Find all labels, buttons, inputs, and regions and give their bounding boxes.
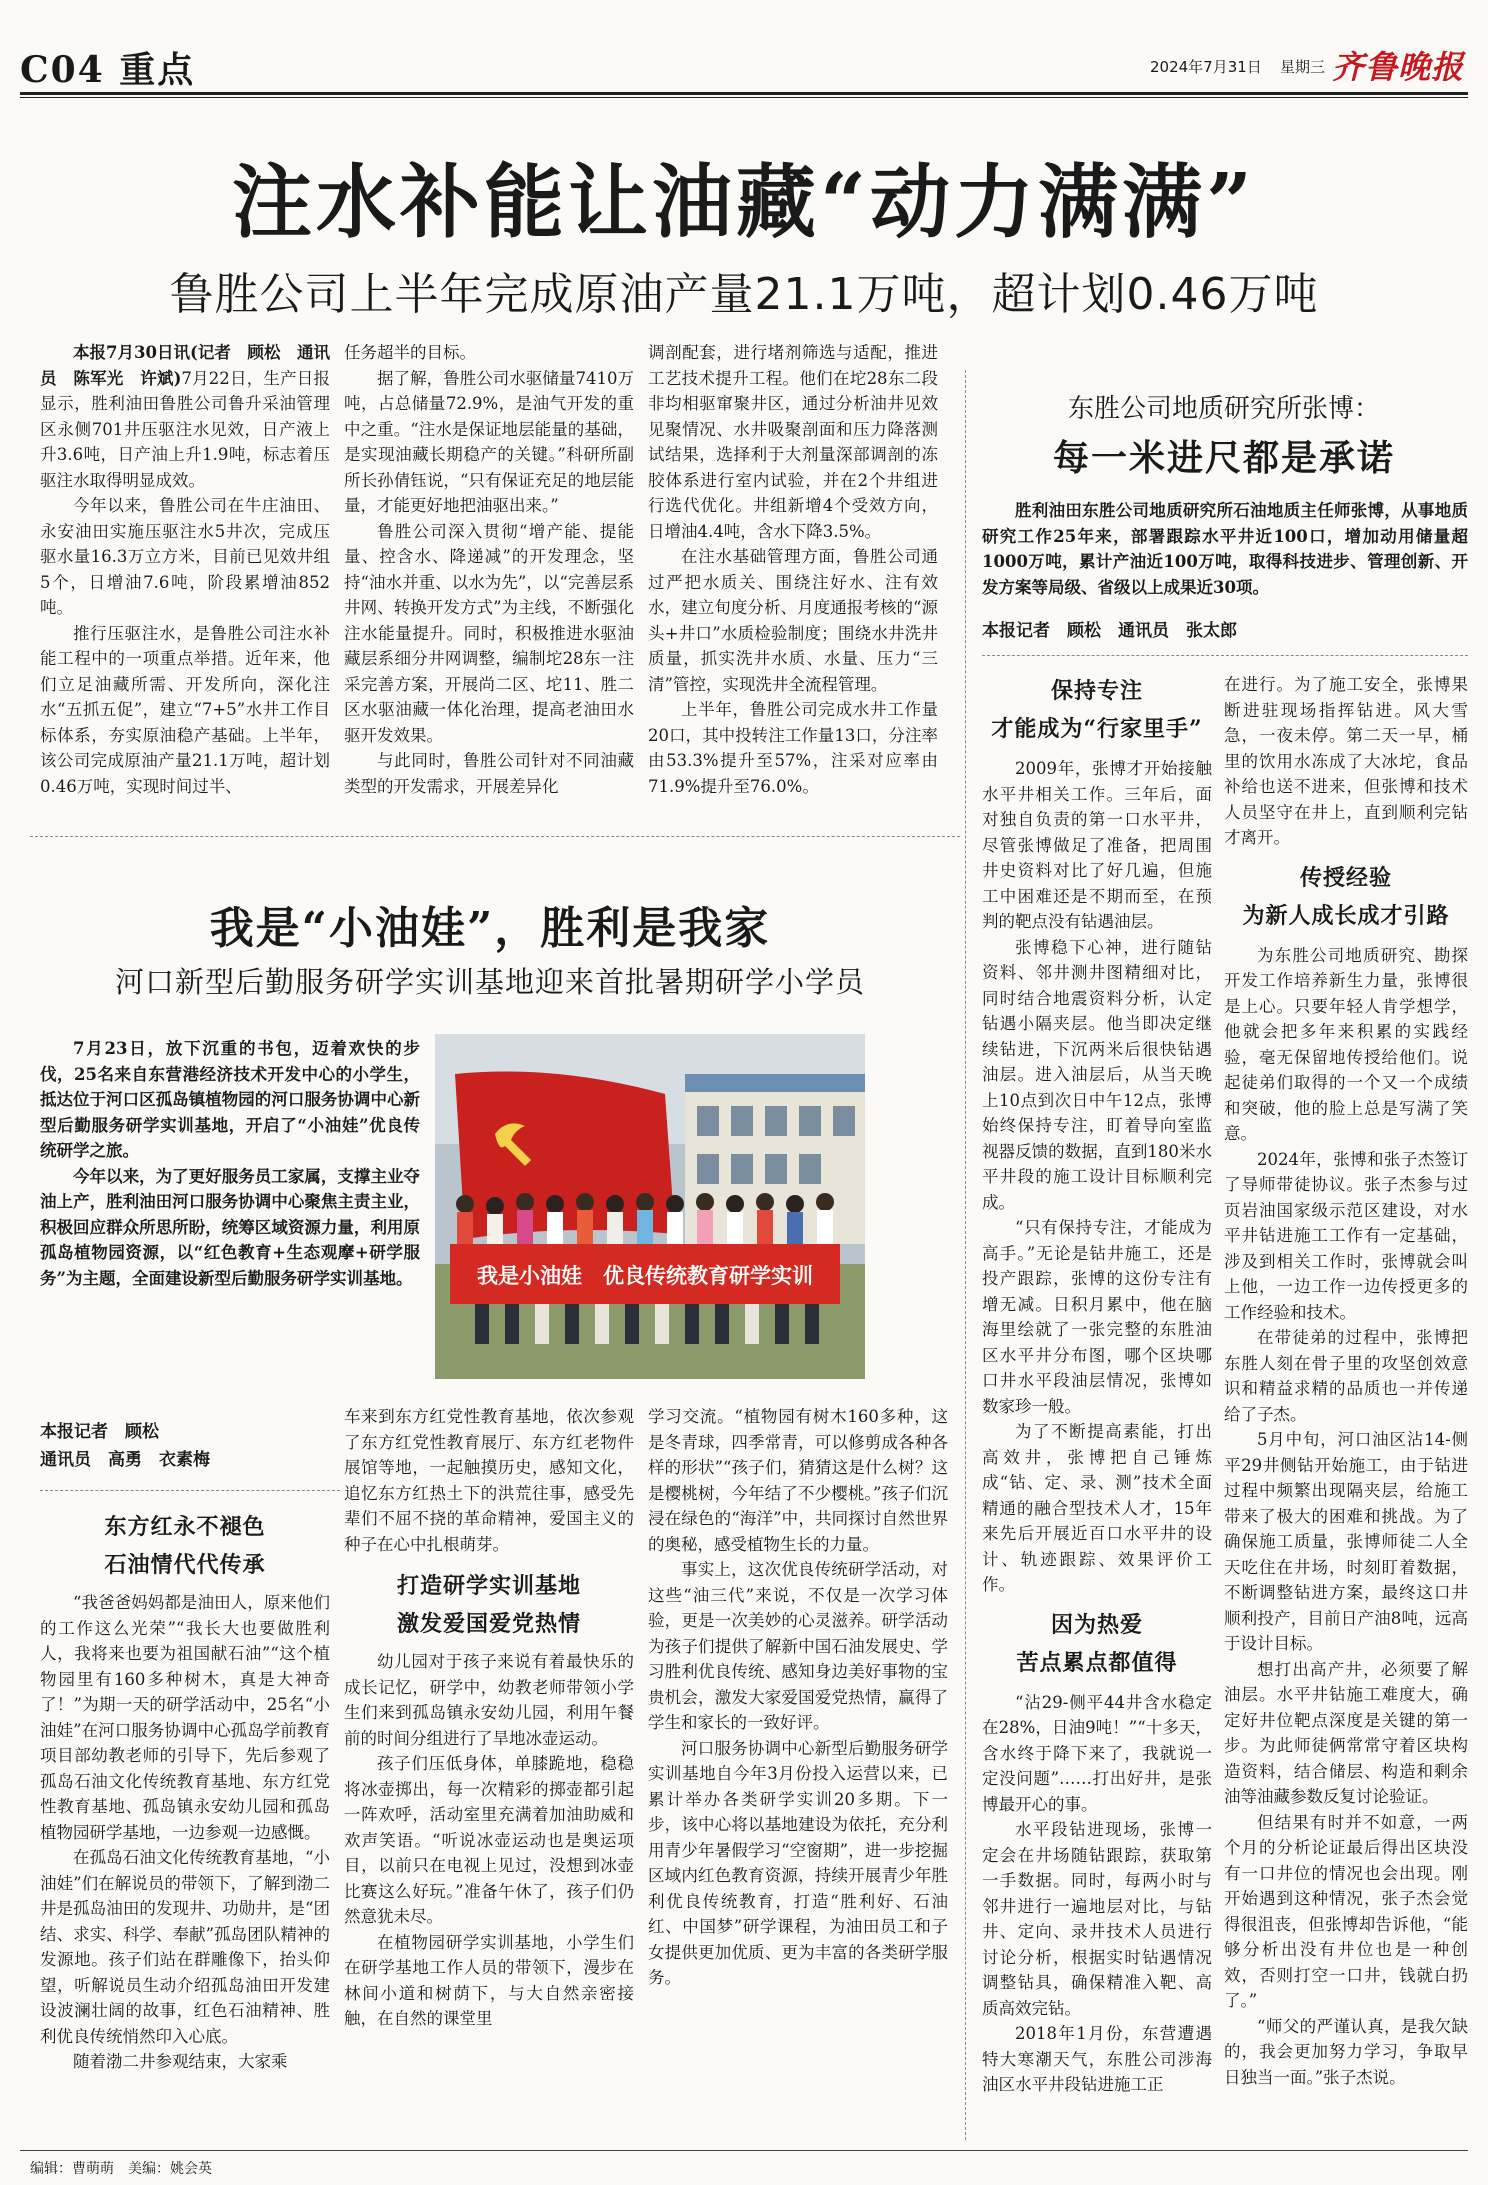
article3-title: 我是“小油娃”，胜利是我家	[209, 903, 771, 954]
article2-subhead: 因为热爱	[1050, 1611, 1143, 1638]
article2-column-2	[1224, 672, 1468, 2090]
newspaper-logo: 齐鲁晚报	[1332, 48, 1465, 86]
article2-paragraph: “沾29-侧平44井含水稳定在28%，日油9吨！”“十多天，含水终于降下来了，我就说一定没问题”……打出好井，是张博最开心的事。	[982, 1692, 1212, 1814]
article1-paragraph: 上半年，鲁胜公司完成水井工作量20口，其中投转注工作量13口，分注率由53.3%提升至57%，注采对应率由71.9%提升至76.0%。	[648, 700, 938, 796]
article3-column-1	[40, 1508, 330, 2075]
article2-paragraph: 2024年，张博和张子杰签订了导师带徒协议。张子杰参与过页岩油国家级示范区建设，对水平井钻进施工工作有一定基础，涉及到相关工作时，张博就会叫上他，一边工作一边传授更多的工作经验和技术。	[1224, 1149, 1468, 1322]
article2-paragraph: 水平段钻进现场，张博一定会在井场随钻跟踪，获取第一手数据。同时，每两小时与邻井进行一遍地层对比，与钻井、定向、录井技术人员进行讨论分析，根据实时钻遇情况调整钻具，确保精准入靶、高质高效完钻。	[982, 1820, 1212, 2018]
article3-subtitle: 河口新型后勤服务研学实训基地迎来首批暑期研学小学员	[114, 965, 865, 999]
article3-paragraph: 幼儿园对于孩子来说有着最快乐的成长记忆，研学中，幼教老师带领小学生们来到孤岛镇永安幼儿园，利用午餐前的时间分组进行了旱地冰壶运动。	[344, 1652, 634, 1748]
article3-paragraph: 孩子们压低身体，单膝跪地，稳稳将冰壶掷出，每一次精彩的掷壶都引起一阵欢呼，活动室里充满着加油助威和欢声笑语。“听说冰壶运动也是奥运项目，以前只在电视上见过，没想到冰壶比赛这么好玩。”准备午休了，孩子们仍然意犹未尽。	[344, 1754, 634, 1926]
article2-paragraph: 为了不断提高素能，打出高效井，张博把自己锤炼成“钻、定、录、测”技术全面精通的融合型技术人才，15年来先后开展近百口水平井的设计、轨迹跟踪、效果评价工作。	[982, 1422, 1212, 1594]
article2-lead	[982, 498, 1468, 600]
article2-paragraph: 在进行。为了施工安全，张博果断进驻现场指挥钻进。风大雪急，一夜未停。第二天一早，桶里的饮用水冻成了大冰坨，食品补给也送不进来，但张博和技术人员坚守在井上，直到顺利完钻才离开。	[1224, 675, 1468, 847]
article2-paragraph: 想打出高产井，必须要了解油层。水平井钻施工难度大，确定好井位靶点深度是关键的第一步。为此师徒俩常常守着区块构造资料，结合储层、构造和剩余油等油藏参数反复讨论验证。	[1224, 1659, 1468, 1806]
article2-paragraph: 5月中旬，河口油区沾14-侧平29井侧钻开始施工，由于钻进过程中频繁出现隔夹层，给施工带来了极大的困难和挑战。为了确保施工质量，张博师徒二人全天吃住在井场，时刻盯着数据，不断调整钻进方案，最终这口井顺利投产，目前日产油8吨，远高于设计目标。	[1224, 1430, 1468, 1653]
article2-paragraph: 在带徒弟的过程中，张博把东胜人刻在骨子里的攻坚创效意识和精益求精的品质也一并传递给了子杰。	[1224, 1328, 1468, 1424]
divider	[40, 1490, 340, 1491]
article3-paragraph: 事实上，这次优良传统研学活动，对这些“油三代”来说，不仅是一次学习体验，更是一次美妙的心灵滋养。研学活动为孩子们提供了解新中国石油发展史、学习胜利优良传统、感知身边美好事物的宝贵机会，激发大家爱国爱党热情，赢得了学生和家长的一致好评。	[648, 1560, 948, 1732]
article2-subhead: 保持专注	[1050, 678, 1143, 704]
article3-paragraph: 学习交流。“植物园有树木160多种，这是冬青球，四季常青，可以修剪成各种各样的形状”“孩子们，猜猜这是什么树？这是樱桃树，今年结了不少樱桃。”孩子们沉浸在绿色的“海洋”中，共同探讨自然世界的奥秘，感受植物生长的力量。	[648, 1407, 948, 1554]
article2-column-1	[982, 672, 1212, 2098]
banner-text: 我是小油娃 优良传统教育研学实训	[477, 1264, 813, 1288]
article2-byline: 本报记者 顾松 通讯员 张太郎	[982, 621, 1237, 641]
article3-column-2	[344, 1404, 634, 2032]
article3-subhead: 激发爱国爱党热情	[396, 1611, 581, 1637]
article2-subhead: 苦点累点都值得	[1016, 1649, 1178, 1676]
article2-subhead: 传授经验	[1299, 864, 1392, 891]
article1-dateline: 本报7月30日讯(记者 顾松 通讯员 陈军光 许斌)	[40, 343, 330, 388]
article3-subhead: 东方红永不褪色	[104, 1514, 266, 1540]
article3-subhead: 打造研学实训基地	[396, 1573, 581, 1599]
column-divider	[965, 370, 966, 2140]
divider	[30, 836, 960, 837]
article2-paragraph: 但结果有时并不如意，一两个月的分析论证最后得出区块没有一口井位的情况也会出现。刚开始遇到这种情况，张子杰会觉得很沮丧，但张博却告诉他，“能够分析出没有井位也是一种创效，否则打空一口井，钱就白扔了。”	[1224, 1812, 1468, 2010]
article3-column-3	[648, 1404, 948, 1991]
article1-paragraph: 推行压驱注水，是鲁胜公司注水补能工程中的一项重点举措。近年来，他们立足油藏所需、开发所向，深化注水“五抓五促”，建立“7+5”水井工作目标体系，夯实原油稳产基础。上半年，该公司完成原油产量21.1万吨，超计划0.46万吨，实现时间过半、	[40, 623, 330, 796]
article2-paragraph: “师父的严谨认真，是我欠缺的，我会更加努力学习，争取早日独当一面。”张子杰说。	[1224, 2016, 1468, 2087]
article2-paragraph: “只有保持专注，才能成为高手。”无论是钻井施工，还是投产跟踪，张博的这份专注有增无减。日积月累中，他在脑海里绘就了一张完整的东胜油区水平井分布图，哪个区块哪口井水平段油层情况，张博如数家珍一般。	[982, 1218, 1212, 1416]
divider	[982, 655, 1468, 656]
article2-subhead: 才能成为“行家里手”	[991, 716, 1203, 742]
section-label: C04 重点	[20, 49, 196, 91]
article3-paragraph: 河口服务协调中心新型后勤服务研学实训基地自今年3月份投入运营以来，已累计举办各类研学实训20多期。下一步，该中心将以基地建设为依托，充分利用青少年暑假学习“空窗期”，进一步挖掘区域内红色教育资源，持续开展青少年胜利优良传统教育，打造“胜利好、石油红、中国梦”研学课程，为油田员工和子女提供更加优质、更为丰富的各类研学服务。	[648, 1738, 948, 1987]
article3-paragraph: 在孤岛石油文化传统教育基地，“小油娃”们在解说员的带领下，了解到渤二井是孤岛油田的发现井、功勋井，是“团结、求实、科学、奉献”孤岛团队精神的发源地。孩子们站在群雕像下，抬头仰望，听解说员生动介绍孤岛油田开发建设波澜壮阔的故事，红色石油精神、胜利优良传统悄然印入心底。	[40, 1848, 330, 2046]
footer-rule	[20, 2150, 1468, 2151]
article2-kicker: 东胜公司地质研究所张博：	[1067, 394, 1380, 424]
article3-byline-correspondents: 通讯员 高勇 衣素梅	[40, 1450, 210, 1470]
article2-paragraph: 2018年1月份，东营遭遇特大寒潮天气，东胜公司涉海油区水平井段钻进施工正	[982, 2024, 1212, 2094]
article3-paragraph: 在植物园研学实训基地，小学生们在研学基地工作人员的带领下，漫步在林间小道和树荫下，与大自然亲密接触，在自然的课堂里	[344, 1932, 634, 2028]
article2-lead-text: 胜利油田东胜公司地质研究所石油地质主任师张博，从事地质研究工作25年来，部署跟踪水平井近100口，增加动用储量超1000万吨，累计产油近100万吨，取得科技进步、管理创新、开发方案等局级、省级以上成果近30项。	[982, 501, 1468, 597]
article2-paragraph: 为东胜公司地质研究、勘探开发工作培养新生力量，张博很是上心。只要年轻人肯学想学，他就会把多年来积累的实践经验，毫无保留地传授给他们。说起徒弟们取得的一个又一个成绩和突破，他的脸上总是写满了笑意。	[1224, 945, 1468, 1143]
article3-paragraph: 车来到东方红党性教育基地，依次参观了东方红党性教育展厅、东方红老物件展馆等地，一起触摸历史，感知文化，追忆东方红热土下的洪荒往事，感受先辈们不屈不挠的革命精神，爱国主义的种子在心中扎根萌芽。	[344, 1407, 634, 1554]
group-photo-illustration	[435, 1034, 865, 1379]
article1-column-3	[648, 340, 938, 799]
article2-paragraph: 张博稳下心神，进行随钻资料、邻井测井图精细对比，同时结合地震资料分析，认定钻遇小隔夹层。他当即决定继续钻进，下沉两米后很快钻遇油层。进入油层后，从当天晚上10点到次日中午12点，张博始终保持专注，盯着导向室监视器反馈的数据，直到180米水平井段的施工设计目标顺利完成。	[982, 937, 1212, 1212]
article1-paragraph: 据了解，鲁胜公司水驱储量7410万吨，占总储量72.9%，是油气开发的重中之重。“注水是保证地层能量的基础，是实现油藏长期稳产的关键。”科研所副所长孙倩钰说，“只有保证充足的地层能量，才能更好地把油驱出来。”	[344, 368, 634, 515]
article1-paragraph: 与此同时，鲁胜公司针对不同油藏类型的开发需求，开展差异化	[344, 751, 634, 796]
article3-byline-reporter: 本报记者 顾松	[40, 1422, 159, 1442]
article3-lead-paragraph: 7月23日，放下沉重的书包，迈着欢快的步伐，25名来自东营港经济技术开发中心的小学生，抵达位于河口区孤岛镇植物园的河口服务协调中心新型后勤服务研学实训基地，开启了“小油娃”优良传统研学之旅。	[40, 1039, 420, 1160]
article3-subhead: 石油情代代传承	[104, 1552, 266, 1578]
article1-paragraph: 调剖配套，进行堵剂筛选与适配，推进工艺技术提升工程。他们在坨28东二段非均相驱窜聚井区，通过分析油井见效见聚情况、水井吸聚剖面和压力降落测试结果，选择利于大剂量深部调剖的冻胶体系进行室内试验，并在2个井组进行选代优化。井组新增4个受效方向，日增油4.4吨，含水下降3.5%。	[648, 343, 938, 541]
article1-paragraph: 任务超半的目标。	[344, 343, 476, 362]
article1-column-1	[40, 340, 330, 799]
article1-paragraph: 7月22日，生产日报显示，胜利油田鲁胜公司鲁升采油管理区永侧701井压驱注水见效，日产液上升3.6吨，日产油上升1.9吨，标志着压驱注水取得明显成效。	[40, 368, 330, 490]
issue-weekday: 星期三	[1280, 58, 1326, 76]
article3-paragraph: “我爸爸妈妈都是油田人，原来他们的工作这么光荣”“我长大也要做胜利人，我将来也要为祖国献石油”“这个植物园里有160多种树木，真是大神奇了！”为期一天的研学活动中，25名“小油娃”在河口服务协调中心孤岛学前教育项目部幼教老师的引导下，先后参观了孤岛石油文化传统教育基地、东方红党性教育基地、孤岛镇永安幼儿园和孤岛植物园研学基地，一边参观一边感慨。	[40, 1593, 330, 1842]
article3-byline	[40, 1418, 210, 1474]
article2-subhead: 为新人成长成才引路	[1242, 902, 1450, 929]
article3-paragraph: 随着渤二井参观结束，大家乘	[73, 2052, 288, 2071]
header-rule-thin	[20, 97, 1468, 98]
editor-credit: 编辑：曹萌萌 美编：姚会英	[30, 2161, 212, 2177]
article1-paragraph: 在注水基础管理方面，鲁胜公司通过严把水质关、围绕注好水、注有效水，建立旬度分析、月度通报考核的“源头+井口”水质检验制度；围绕水井洗井质量，抓实洗井水质、水量、压力“三清”管控，实现洗井全流程管理。	[648, 547, 938, 694]
article3-lead-paragraph: 今年以来，为了更好服务员工家属，支撑主业夺油上产，胜利油田河口服务协调中心聚焦主责主业，积极回应群众所思所盼，统筹区域资源力量，利用原孤岛植物园资源，以“红色教育+生态观摩+研学服务”为主题，全面建设新型后勤服务研学实训基地。	[40, 1166, 420, 1288]
issue-date: 2024年7月31日	[1150, 58, 1262, 76]
article1-paragraph: 鲁胜公司深入贯彻“增产能、提能量、控含水、降递减”的开发理念，坚持“油水并重、以水为先”，以“完善层系井网、转换开发方式”为主线，不断强化注水能量提升。同时，积极推进水驱油藏层系细分井网调整，编制坨28东一注采完善方案，开展尚二区、坨11、胜二区水驱油藏一体化治理，提高老油田水驱开发效果。	[344, 521, 634, 745]
article1-subtitle: 鲁胜公司上半年完成原油产量21.1万吨，超计划0.46万吨	[169, 269, 1319, 320]
article1-column-2	[344, 340, 634, 799]
group-photo	[435, 1034, 865, 1379]
article1-paragraph: 今年以来，鲁胜公司在牛庄油田、永安油田实施压驱注水5井次，完成压驱水量16.3万立方米，目前已见效井组5个，日增油7.6吨，阶段累增油852吨。	[40, 496, 330, 617]
header-rule	[20, 92, 1468, 95]
article2-title: 每一米进尺都是承诺	[1052, 437, 1395, 479]
article3-lead	[40, 1036, 420, 1291]
article2-paragraph: 2009年，张博才开始接触水平井相关工作。三年后，面对独自负责的第一口水平井，尽管张博做足了准备，把周围井史资料对比了好几遍，但施工中困难还是不期而至，在预判的靶点没有钻遇油层。	[982, 759, 1212, 931]
article1-title: 注水补能让油藏“动力满满”	[231, 155, 1257, 249]
